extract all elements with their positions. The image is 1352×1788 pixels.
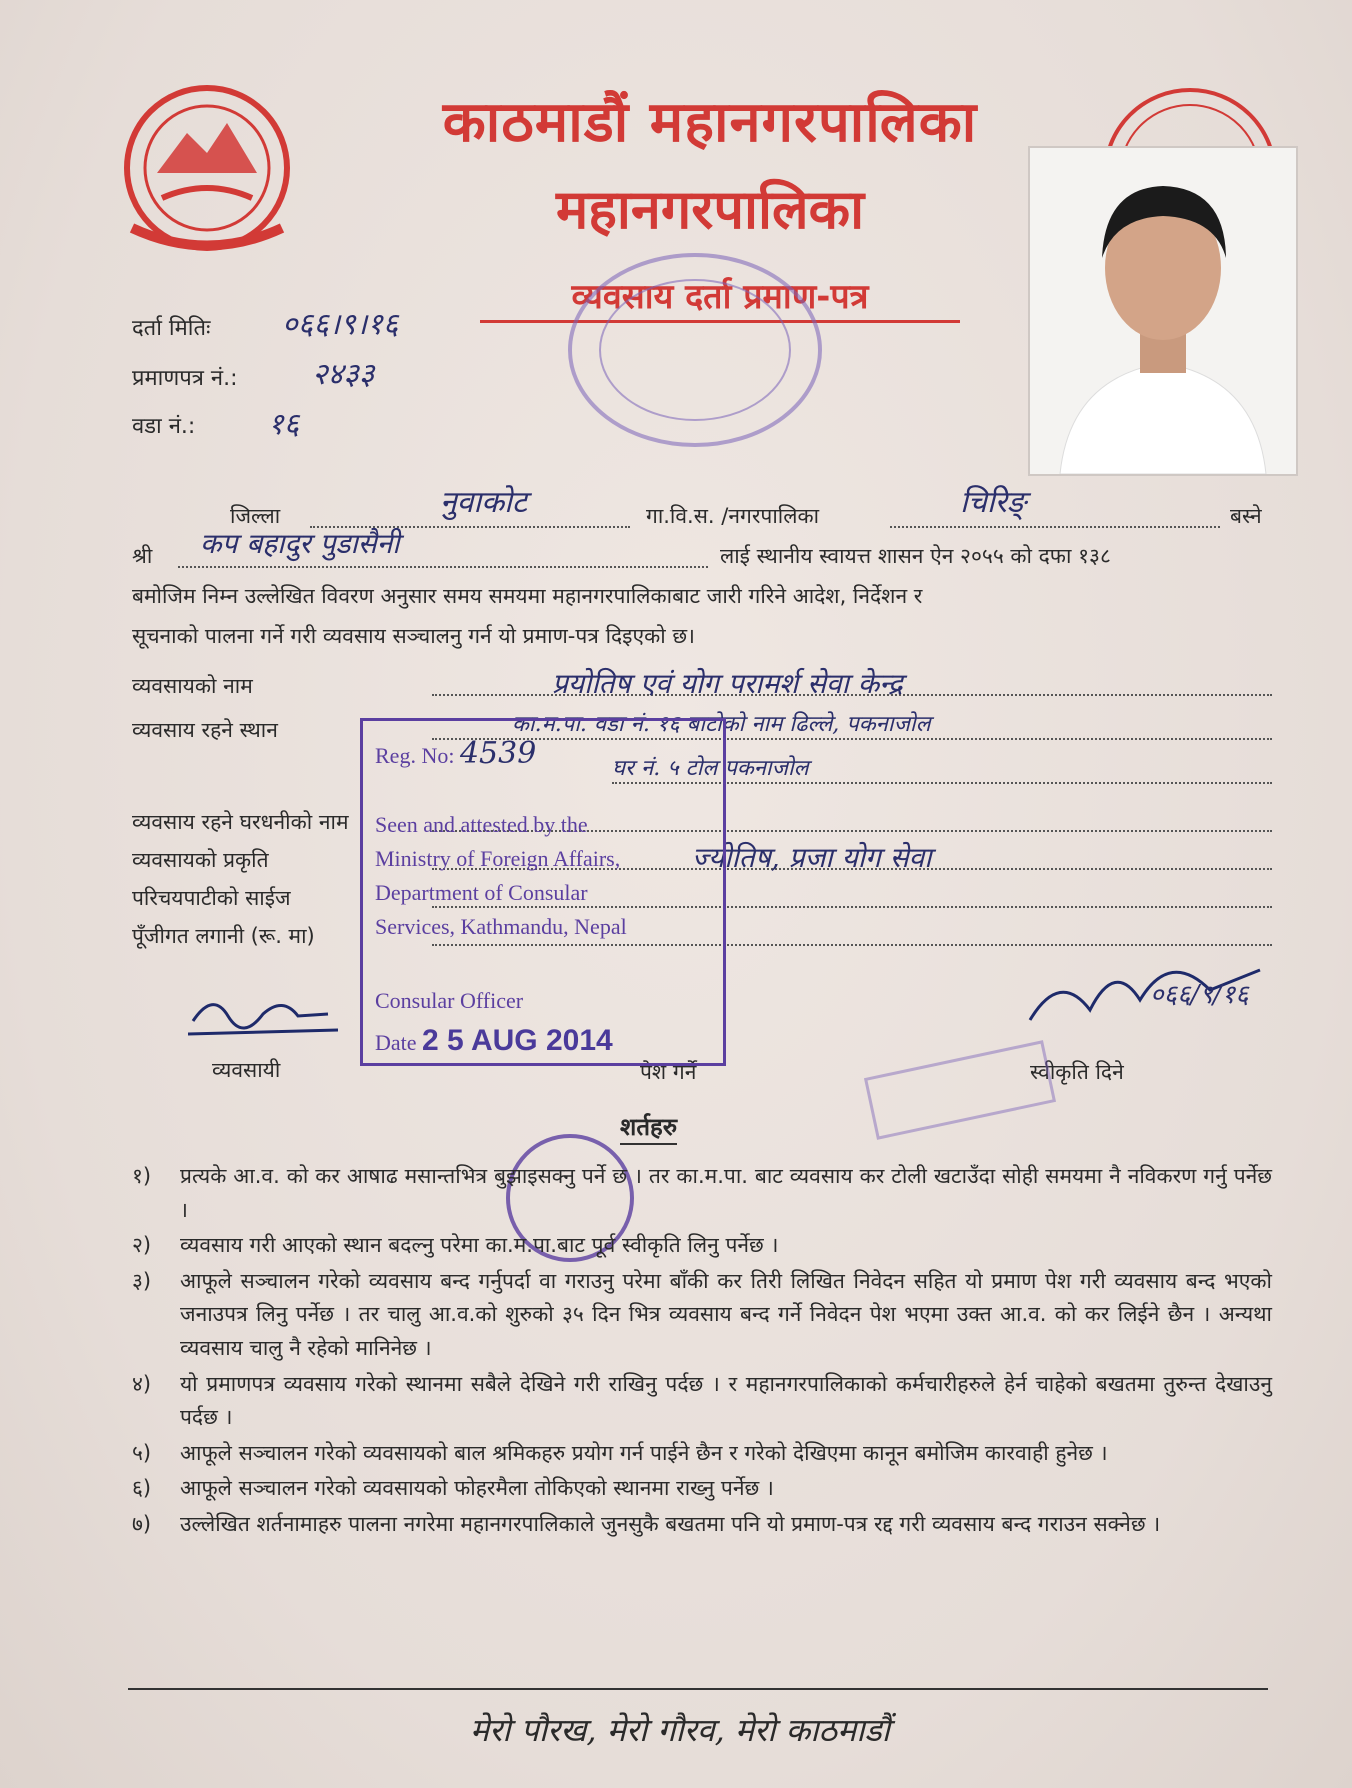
condition-item: [132, 1265, 1272, 1366]
vdc-line: [890, 526, 1220, 528]
vdc-value: चिरिङ्: [960, 485, 1026, 520]
name-line: [178, 566, 708, 568]
municipality-title: काठमाडौं महानगरपालिका: [442, 90, 978, 155]
owner-name-value: कप बहादुर पुडासैनी: [200, 527, 400, 560]
stamp-line-2: Ministry of Foreign Affairs,: [375, 845, 621, 871]
certificate-number-value: २४३३: [312, 357, 375, 392]
condition-number: ५): [132, 1440, 152, 1465]
footer-divider: [128, 1688, 1268, 1690]
body-line-3: सूचनाको पालना गर्ने गरी व्यवसाय सञ्चालनु गर्न यो प्रमाण-पत्र दिइएको छ।: [132, 624, 695, 648]
field-label: परिचयपाटीको साईज: [132, 886, 291, 910]
field-label: व्यवसायको प्रकृति: [132, 848, 269, 872]
stamp-reg-label: Reg. No:: [375, 743, 455, 768]
ward-number-label: वडा नं.:: [132, 414, 196, 439]
stamp-line-4: Services, Kathmandu, Nepal: [375, 913, 627, 939]
field-value: प्रयोतिष एवं योग परामर्श सेवा केन्द्र: [552, 667, 903, 700]
stamp-line-3: Department of Consular: [375, 879, 588, 905]
condition-number: १): [132, 1164, 152, 1188]
field-value: का.म.पा. वडा नं. १६ बाटोको नाम ढिल्ले, पकनाजोल: [512, 712, 931, 737]
field-label: व्यवसाय रहने घरधनीको नाम: [132, 810, 349, 834]
stamp-line-1: Seen and attested by the: [375, 811, 588, 837]
applicant-photo: [1028, 146, 1298, 476]
stamp-date-label: Date: [375, 1029, 417, 1055]
field-business-name: [132, 668, 1272, 704]
condition-item: [132, 1508, 1272, 1542]
footer-slogan: मेरो पौरख, मेरो गौरव, मेरो काठमाडौं: [470, 1711, 890, 1749]
person-portrait-icon: [1030, 148, 1296, 474]
body-line-2: बमोजिम निम्न उल्लेखित विवरण अनुसार समय समयमा महानगरपालिकाबाट जारी गरिने आदेश, निर्देशन र: [132, 584, 923, 608]
businessman-signature: [188, 986, 338, 1046]
condition-number: ६): [132, 1476, 152, 1501]
certificate-number-label: प्रमाणपत्र नं.:: [132, 366, 238, 391]
nepal-emblem-icon: [112, 78, 302, 258]
presenter-label: पेश गर्ने: [640, 1060, 697, 1084]
condition-item: [132, 1472, 1272, 1506]
shri-label: श्री: [132, 544, 153, 568]
approval-stamp-icon: [860, 1040, 1060, 1140]
condition-item: [132, 1160, 1272, 1227]
registration-date-value: ०६६।९।१६: [282, 307, 399, 342]
certificate-heading: व्यवसाय दर्ता प्रमाण-पत्र: [480, 272, 960, 323]
condition-text: आफूले सञ्चालन गरेको व्यवसायको फोहरमैला तोकिएको स्थानमा राख्नु पर्नेछ ।: [180, 1476, 774, 1501]
businessman-label: व्यवसायी: [212, 1058, 281, 1082]
condition-number: ४): [132, 1371, 152, 1396]
condition-text: व्यवसाय गरी आएको स्थान बदल्नु परेमा का.म.पा.बाट पूर्व स्वीकृति लिनु पर्नेछ ।: [180, 1233, 779, 1258]
field-value: घर नं. ५ टोल पकनाजोल: [612, 756, 809, 781]
condition-item: [132, 1368, 1272, 1435]
field-label: व्यवसाय रहने स्थान: [132, 718, 278, 742]
consular-attestation-stamp: [360, 718, 726, 1066]
stamp-officer: Consular Officer: [375, 987, 524, 1013]
condition-number: ३): [132, 1268, 152, 1293]
conditions-list: [132, 1160, 1272, 1544]
field-label: पूँजीगत लगानी (रू. मा): [132, 924, 315, 948]
condition-item: [132, 1437, 1272, 1471]
resident-label: बस्ने: [1230, 504, 1262, 528]
condition-text: आफूले सञ्चालन गरेको व्यवसाय बन्द गर्नुपर्दा वा गराउनु परेमा बाँकी कर तिरी लिखित निवेदन सहित यो प्रमाण पेश गरी व्यवसाय बन्द भएको जनाउपत्र लिनु पर्नेछ । तर चालु आ.व.को शुरुको ३५ दिन भित्र व्यवसाय बन्द गर्ने निवेदन पेश भएमा उक्त आ.व. को कर लिईने छैन । अन्यथा व्यवसाय चालु नै रहेको मानिनेछ ।: [180, 1268, 1272, 1360]
registration-date-label: दर्ता मितिः: [132, 316, 211, 341]
approver-date: ०६६/९/१६: [1150, 980, 1249, 1010]
condition-text: आफूले सञ्चालन गरेको व्यवसायको बाल श्रमिकहरु प्रयोग गर्न पाईने छैन र गरेको देखिएमा कानून बमोजिम कारवाही हुनेछ ।: [180, 1440, 1108, 1465]
stamp-reg-value: 4539: [459, 736, 537, 771]
conditions-heading: शर्तहरु: [620, 1110, 677, 1145]
stamp-date-value: 2 5 AUG 2014: [422, 1023, 613, 1057]
vdc-label: गा.वि.स. /नगरपालिका: [646, 504, 820, 528]
field-value: ज्योतिष, प्रजा योग सेवा: [692, 841, 932, 874]
condition-text: यो प्रमाणपत्र व्यवसाय गरेको स्थानमा सबैले देखिने गरी राखिनु पर्दछ । र महानगरपालिकाको कर्मचारीहरुले हेर्न चाहेको बखतमा तुरुन्त देखाउनु पर्दछ ।: [180, 1371, 1272, 1430]
ward-number-value: १६: [268, 407, 300, 442]
municipality-subtitle: महानगरपालिका: [555, 178, 865, 241]
condition-text: उल्लेखित शर्तनामाहरु पालना नगरेमा महानगरपालिकाले जुनसुकै बखतमा पनि यो प्रमाण-पत्र रद्द गरी व्यवसाय बन्द गराउन सक्नेछ ।: [180, 1511, 1161, 1536]
field-label: व्यवसायको नाम: [132, 674, 253, 698]
condition-item: [132, 1229, 1272, 1263]
district-label: जिल्ला: [230, 504, 281, 528]
condition-number: २): [132, 1233, 152, 1258]
approver-label: स्वीकृति दिने: [1030, 1060, 1124, 1084]
condition-number: ७): [132, 1511, 152, 1536]
district-value: नुवाकोट: [440, 485, 528, 520]
act-text: लाई स्थानीय स्वायत्त शासन ऐन २०५५ को दफा १३८: [720, 544, 1111, 568]
ward-office-stamp-icon: [560, 240, 830, 460]
condition-text: प्रत्यके आ.व. को कर आषाढ मसान्तभित्र बुझाइसक्नु पर्ने छ । तर का.म.पा. बाट व्यवसाय कर टोली खटाउँदा सोही समयमा नै नविकरण गर्नु पर्नेछ ।: [180, 1164, 1272, 1222]
